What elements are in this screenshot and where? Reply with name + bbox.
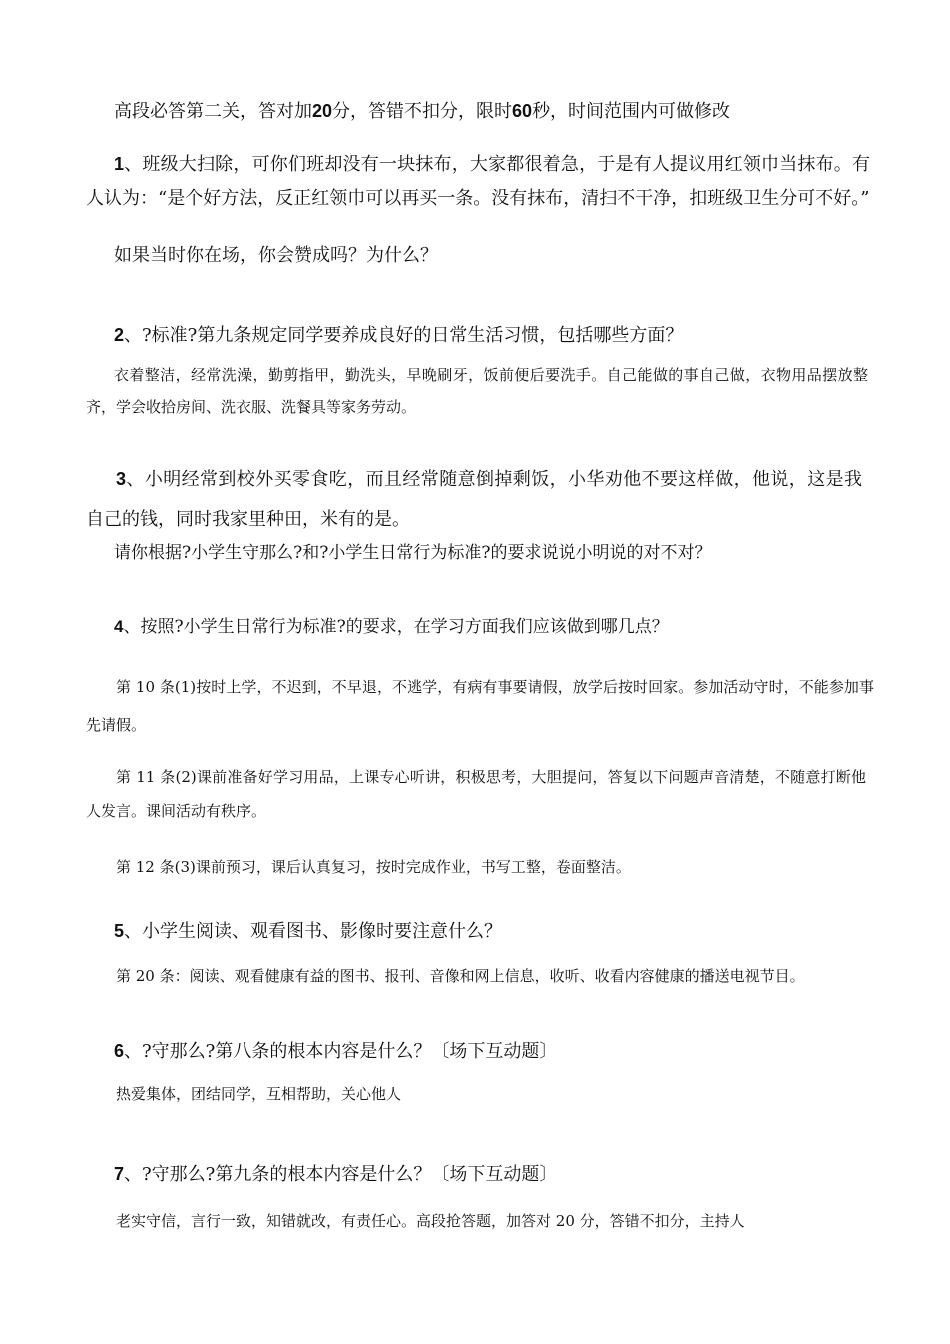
question-7-answer-score: 20 <box>555 1212 575 1230</box>
rule-10-text: 第 10 条(1)按时上学，不迟到，不早退，不逃学，有病有事要请假，放学后按时回家。参加活动守时，不能参加事先请假。 <box>86 678 874 734</box>
question-6-answer <box>116 1078 876 1110</box>
rule-20-label: 第 20 条 <box>116 967 175 985</box>
question-4-number: 4 <box>114 617 124 636</box>
question-5-number: 5 <box>114 921 125 941</box>
question-3-follow-up-text: 请你根据?小学生守那么?和?小学生日常行为标准?的要求说说小明说的对不对？ <box>114 543 712 563</box>
question-7 <box>114 1157 874 1192</box>
question-7-answer-text-a: 老实守信，言行一致，知错就改，有责任心。高段抢答题，加答对 <box>116 1212 556 1230</box>
intro-time-limit: 60 <box>512 101 533 121</box>
question-1-follow-up <box>114 239 874 273</box>
question-4-answer-rule-10 <box>86 668 874 744</box>
question-4-answer-rule-11 <box>86 760 866 828</box>
question-2-text: 、?标准?第九条规定同学要养成良好的日常生活习惯，包括哪些方面？ <box>124 325 684 346</box>
question-7-answer-text-b: 分，答错不扣分，主持人 <box>574 1212 745 1230</box>
question-5-text: 、小学生阅读、观看图书、影像时要注意什么？ <box>124 921 503 942</box>
intro-text-b: 分，答错不扣分，限时 <box>332 101 513 122</box>
rule-11-text: 第 11 条(2)课前准备好学习用品，上课专心听讲，积极思考，大胆提问，答复以下问题声音清楚，不随意打断他人发言。课间活动有秩序。 <box>86 768 866 820</box>
question-6-text: 、?守那么?第八条的根本内容是什么？〔场下互动题〕 <box>124 1041 558 1062</box>
question-3-number: 3 <box>116 469 127 489</box>
question-2 <box>114 318 874 353</box>
question-5 <box>114 914 874 949</box>
question-6-number: 6 <box>114 1041 125 1061</box>
question-1-follow-up-text: 如果当时你在场，你会赞成吗？为什么？ <box>114 245 438 266</box>
question-5-answer <box>86 960 860 992</box>
question-7-answer <box>116 1205 896 1237</box>
question-6 <box>114 1034 874 1069</box>
rule-12-text: 第 12 条(3)课前预习，课后认真复习，按时完成作业，书写工整，卷面整洁。 <box>116 858 631 876</box>
question-2-answer-text: 衣着整洁，经常洗澡，勤剪指甲，勤洗头，早晚刷牙，饭前便后要洗手。自己能做的事自己做，衣物用品摆放整齐，学会收拾房间、洗衣服、洗餐具等家务劳动。 <box>86 366 868 416</box>
question-3-text: 、小明经常到校外买零食吃，而且经常随意倒掉剩饭，小华劝他不要这样做，他说，这是我自己的钱，同时我家里种田，米有的是。 <box>86 469 862 530</box>
question-1-number: 1 <box>114 154 125 174</box>
question-3-follow-up <box>114 536 874 570</box>
question-7-number: 7 <box>114 1164 125 1184</box>
question-5-answer-text: ：阅读、观看健康有益的图书、报刊、音像和网上信息，收听、收看内容健康的播送电视节目。 <box>174 967 805 985</box>
intro-score: 20 <box>312 101 333 121</box>
question-3 <box>86 459 862 540</box>
question-1-text: 、班级大扫除，可你们班却没有一块抹布，大家都很着急，于是有人提议用红领巾当抹布。有人认为：“是个好方法，反正红领巾可以再买一条。没有抹布，清扫不干净，扣班级卫生分可不好。” <box>86 154 870 209</box>
question-2-number: 2 <box>114 325 125 345</box>
question-7-text: 、?守那么?第九条的根本内容是什么？〔场下互动题〕 <box>124 1164 558 1185</box>
question-4-answer-rule-12 <box>116 851 876 883</box>
question-4-text: 、按照?小学生日常行为标准?的要求，在学习方面我们应该做到哪几点？ <box>123 617 669 637</box>
question-6-answer-text: 热爱集体，团结同学，互相帮助，关心他人 <box>116 1085 402 1103</box>
intro-text-a: 高段必答第二关，答对加 <box>114 101 312 122</box>
question-4 <box>114 610 874 644</box>
intro-line <box>114 94 874 129</box>
intro-text-c: 秒，时间范围内可做修改 <box>532 101 731 122</box>
question-2-answer <box>86 359 868 423</box>
question-1 <box>86 147 870 216</box>
